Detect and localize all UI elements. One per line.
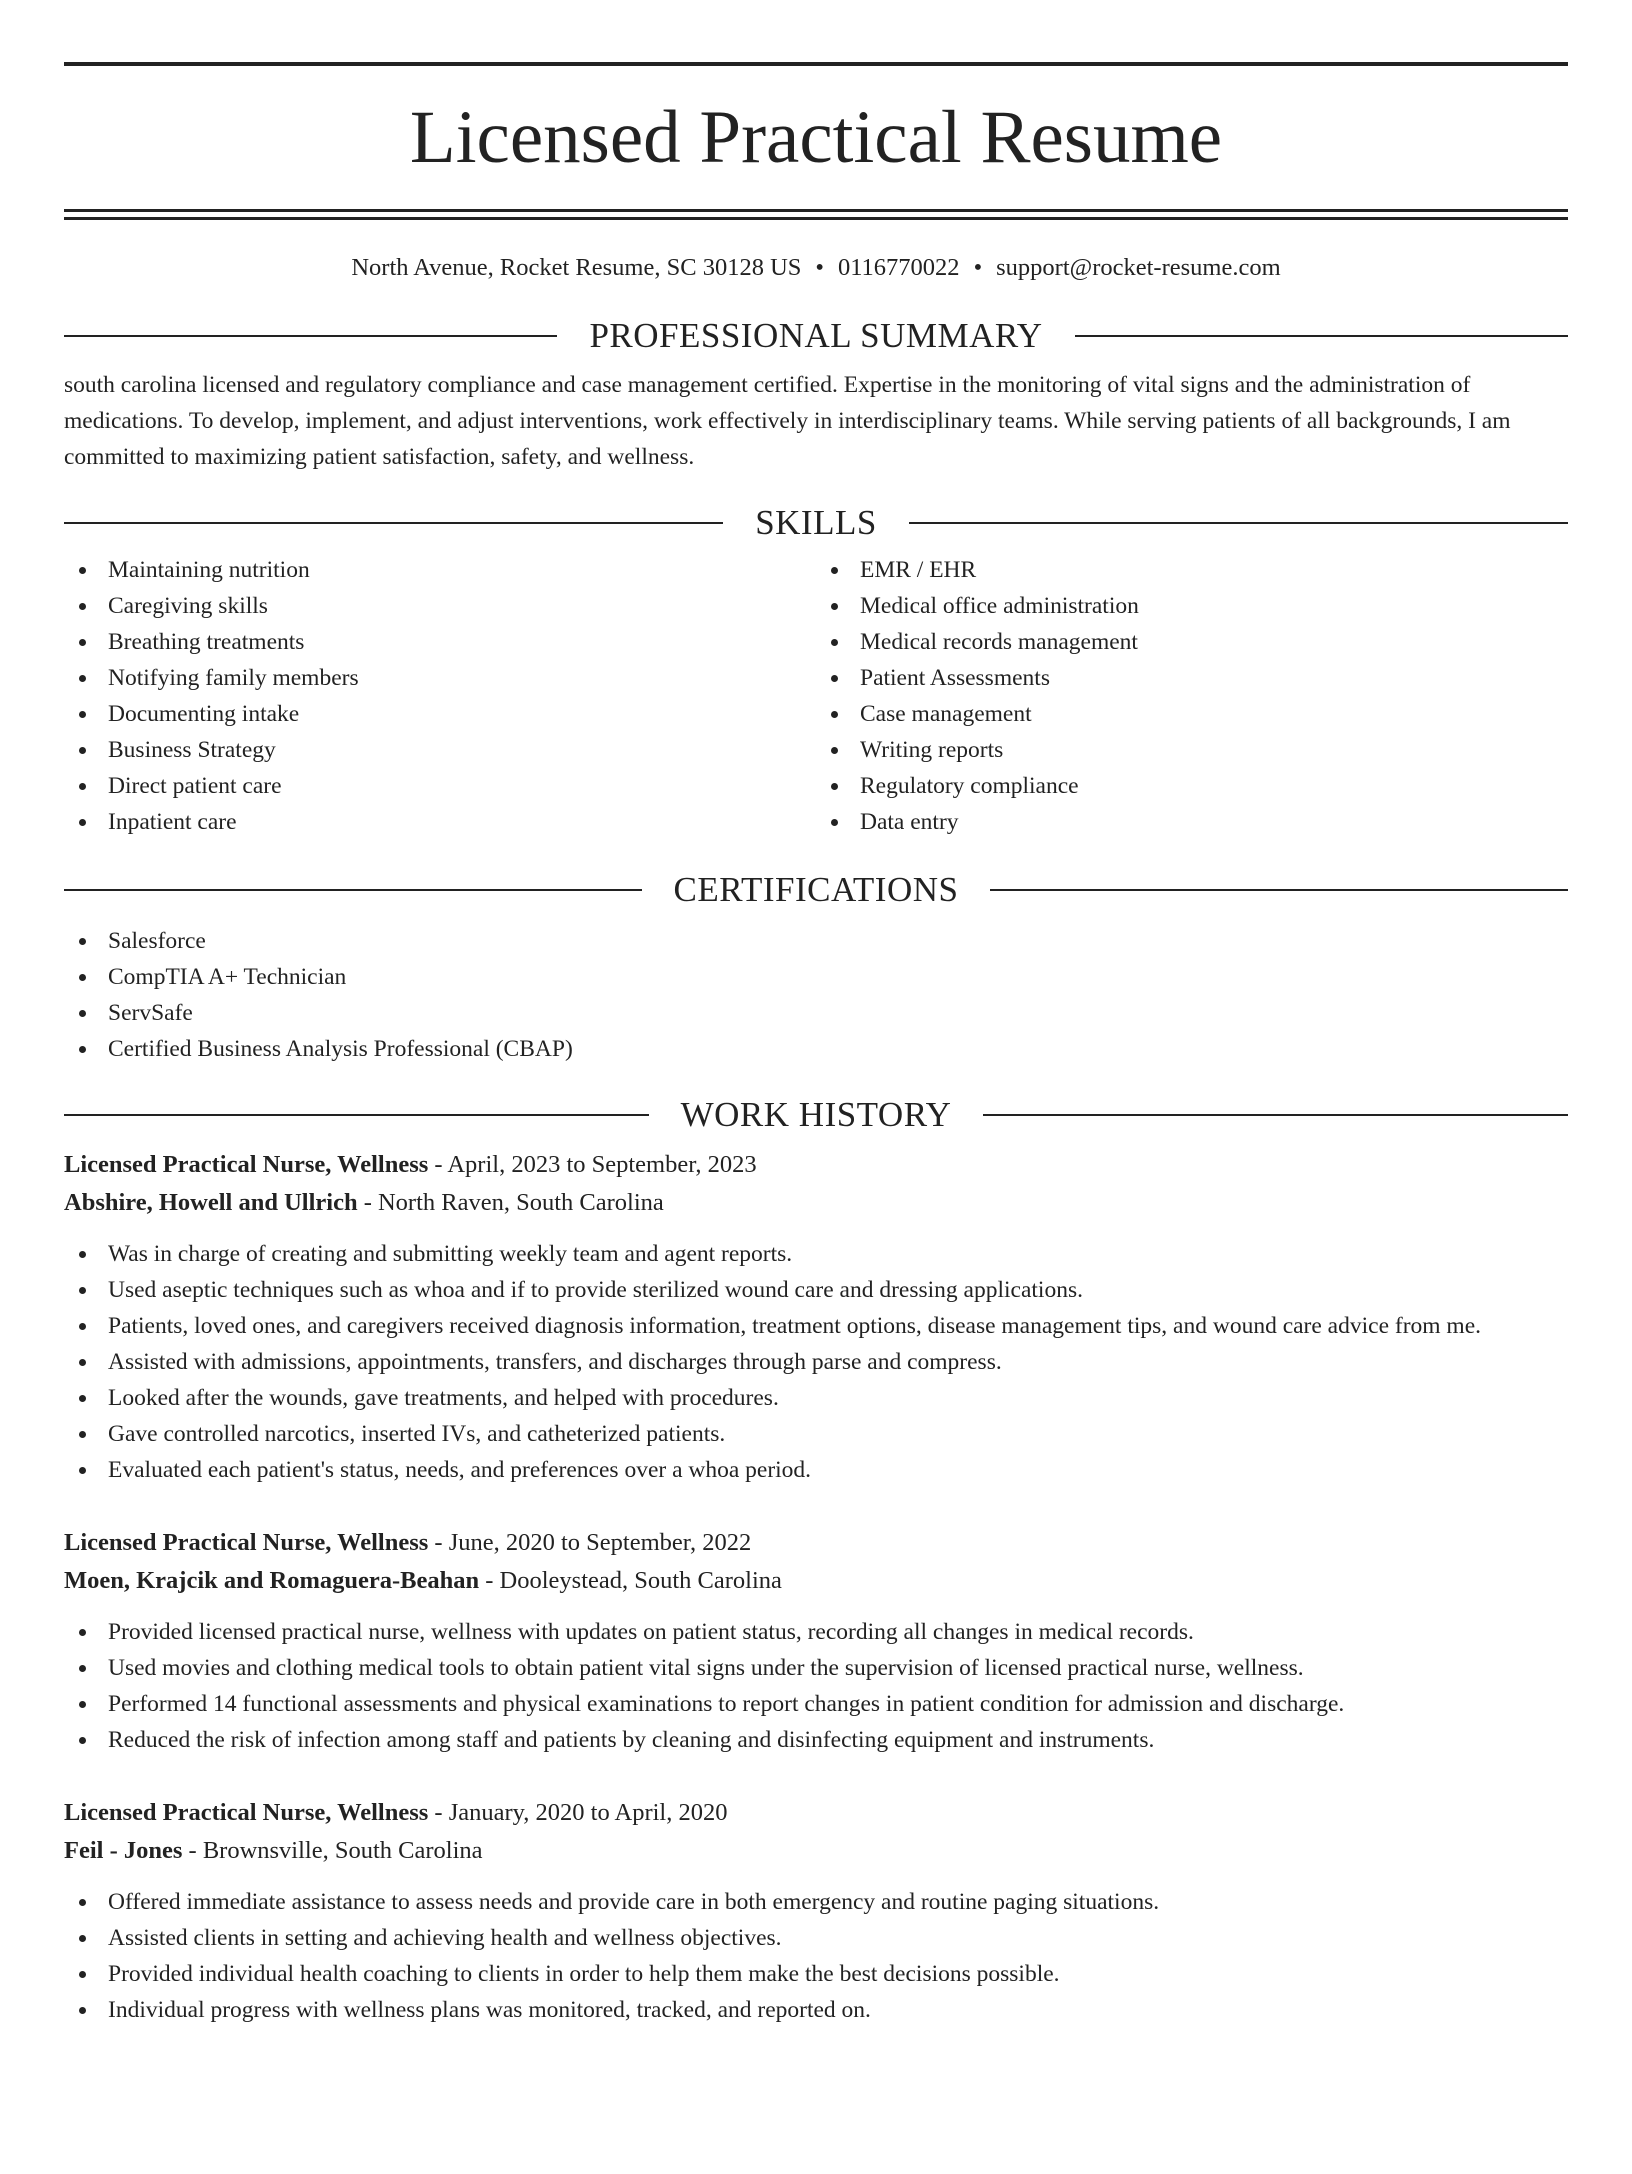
- section-divider-left: [64, 522, 723, 524]
- job-bullets: [64, 1884, 1568, 2028]
- job-title-line: [64, 1794, 1568, 1832]
- job-company-line: [64, 1562, 1568, 1600]
- summary-text: south carolina licensed and regulatory compliance and case management certified. Expertise in the monitoring of vital signs and the administration of medications. To develop, implement, and adjust interventions, work effectively in interdisciplinary teams. While serving patients of all backgrounds, I am committed to maximizing patient satisfaction, safety, and wellness.: [64, 372, 1511, 470]
- skill-item: Patient Assessments: [816, 660, 1568, 696]
- skill-item: Caregiving skills: [64, 588, 816, 624]
- section-divider-left: [64, 889, 642, 891]
- skill-item: Breathing treatments: [64, 624, 816, 660]
- certification-item: CompTIA A+ Technician: [64, 959, 1568, 995]
- job-location: - Brownsville, South Carolina: [182, 1837, 483, 1864]
- title-double-divider: [64, 209, 1568, 220]
- contact-email[interactable]: support@rocket-resume.com: [996, 254, 1281, 281]
- skill-item: Case management: [816, 696, 1568, 732]
- section-divider-left: [64, 1114, 649, 1116]
- skill-item: Regulatory compliance: [816, 768, 1568, 804]
- contact-address: North Avenue, Rocket Resume, SC 30128 US: [351, 254, 802, 281]
- job-bullets: [64, 1614, 1568, 1758]
- certification-item: ServSafe: [64, 995, 1568, 1031]
- summary-heading: PROFESSIONAL SUMMARY: [589, 316, 1043, 355]
- section-divider-left: [64, 335, 557, 337]
- section-divider-right: [909, 522, 1568, 524]
- job-company-line: [64, 1184, 1568, 1222]
- job-bullet: Assisted clients in setting and achieving health and wellness objectives.: [64, 1920, 1568, 1956]
- skill-item: Direct patient care: [64, 768, 816, 804]
- skills-column-right: [816, 552, 1568, 840]
- job-bullet: Gave controlled narcotics, inserted IVs, and catheterized patients.: [64, 1416, 1568, 1452]
- summary-section-header: [64, 318, 1568, 353]
- job-entry: [64, 1794, 1568, 2028]
- skills-heading: SKILLS: [755, 503, 877, 542]
- job-dates: - April, 2023 to September, 2023: [428, 1151, 757, 1178]
- certifications-list: [64, 923, 1568, 1067]
- certification-item: Salesforce: [64, 923, 1568, 959]
- job-dates: - June, 2020 to September, 2022: [428, 1529, 752, 1556]
- work-section-header: [64, 1097, 1568, 1132]
- certifications-heading: CERTIFICATIONS: [673, 870, 959, 909]
- job-company: Feil - Jones: [64, 1837, 183, 1864]
- job-company-line: [64, 1832, 1568, 1870]
- section-divider-right: [990, 889, 1568, 891]
- job-bullet: Provided licensed practical nurse, wellness with updates on patient status, recording all changes in medical records.: [64, 1614, 1568, 1650]
- job-bullet: Looked after the wounds, gave treatments, and helped with procedures.: [64, 1380, 1568, 1416]
- job-company: Abshire, Howell and Ullrich: [64, 1189, 358, 1216]
- skills-section-header: [64, 505, 1568, 540]
- job-entry: [64, 1146, 1568, 1488]
- skill-item: Business Strategy: [64, 732, 816, 768]
- contact-line: [64, 254, 1568, 282]
- skill-item: Inpatient care: [64, 804, 816, 840]
- job-title: Licensed Practical Nurse, Wellness: [64, 1151, 429, 1178]
- skill-item: Medical office administration: [816, 588, 1568, 624]
- contact-phone: 0116770022: [837, 254, 960, 281]
- job-bullet: Patients, loved ones, and caregivers received diagnosis information, treatment options, disease management tips, and wound care advice from me.: [64, 1308, 1568, 1344]
- contact-separator: •: [973, 254, 983, 281]
- contact-separator: •: [815, 254, 824, 281]
- section-divider-right: [1075, 335, 1568, 337]
- skills-column-left: [64, 552, 816, 840]
- skills-list: [64, 552, 1568, 840]
- resume-page: [0, 62, 1632, 2174]
- job-title: Licensed Practical Nurse, Wellness: [64, 1799, 429, 1826]
- job-location: - Dooleystead, South Carolina: [479, 1567, 782, 1594]
- job-title-line: [64, 1146, 1568, 1184]
- job-bullet: Reduced the risk of infection among staff and patients by cleaning and disinfecting equipment and instruments.: [64, 1722, 1568, 1758]
- skill-item: Writing reports: [816, 732, 1568, 768]
- skill-item: Maintaining nutrition: [64, 552, 816, 588]
- job-bullet: Offered immediate assistance to assess needs and provide care in both emergency and routine paging situations.: [64, 1884, 1568, 1920]
- job-bullet: Individual progress with wellness plans was monitored, tracked, and reported on.: [64, 1992, 1568, 2028]
- job-bullet: Evaluated each patient's status, needs, and preferences over a whoa period.: [64, 1452, 1568, 1488]
- job-company: Moen, Krajcik and Romaguera-Beahan: [64, 1567, 480, 1594]
- job-bullet: Used aseptic techniques such as whoa and if to provide sterilized wound care and dressing applications.: [64, 1272, 1568, 1308]
- job-dates: - January, 2020 to April, 2020: [428, 1799, 728, 1826]
- certifications-section-header: [64, 872, 1568, 907]
- job-bullet: Provided individual health coaching to clients in order to help them make the best decisions possible.: [64, 1956, 1568, 1992]
- certification-item: Certified Business Analysis Professional (CBAP): [64, 1031, 1568, 1067]
- page-title: Licensed Practical Resume: [409, 96, 1223, 179]
- job-bullet: Was in charge of creating and submitting weekly team and agent reports.: [64, 1236, 1568, 1272]
- job-title: Licensed Practical Nurse, Wellness: [64, 1529, 429, 1556]
- job-bullet: Used movies and clothing medical tools to obtain patient vital signs under the supervision of licensed practical nurse, wellness.: [64, 1650, 1568, 1686]
- work-heading: WORK HISTORY: [680, 1095, 952, 1134]
- skill-item: Documenting intake: [64, 696, 816, 732]
- job-location: - North Raven, South Carolina: [357, 1189, 664, 1216]
- job-bullets: [64, 1236, 1568, 1488]
- job-title-line: [64, 1524, 1568, 1562]
- skill-item: Data entry: [816, 804, 1568, 840]
- skill-item: EMR / EHR: [816, 552, 1568, 588]
- job-entry: [64, 1524, 1568, 1758]
- skill-item: Notifying family members: [64, 660, 816, 696]
- job-bullet: Assisted with admissions, appointments, transfers, and discharges through parse and compress.: [64, 1344, 1568, 1380]
- section-divider-right: [983, 1114, 1568, 1116]
- skill-item: Medical records management: [816, 624, 1568, 660]
- work-history-list: [64, 1146, 1568, 2028]
- job-bullet: Performed 14 functional assessments and physical examinations to report changes in patient condition for admission and discharge.: [64, 1686, 1568, 1722]
